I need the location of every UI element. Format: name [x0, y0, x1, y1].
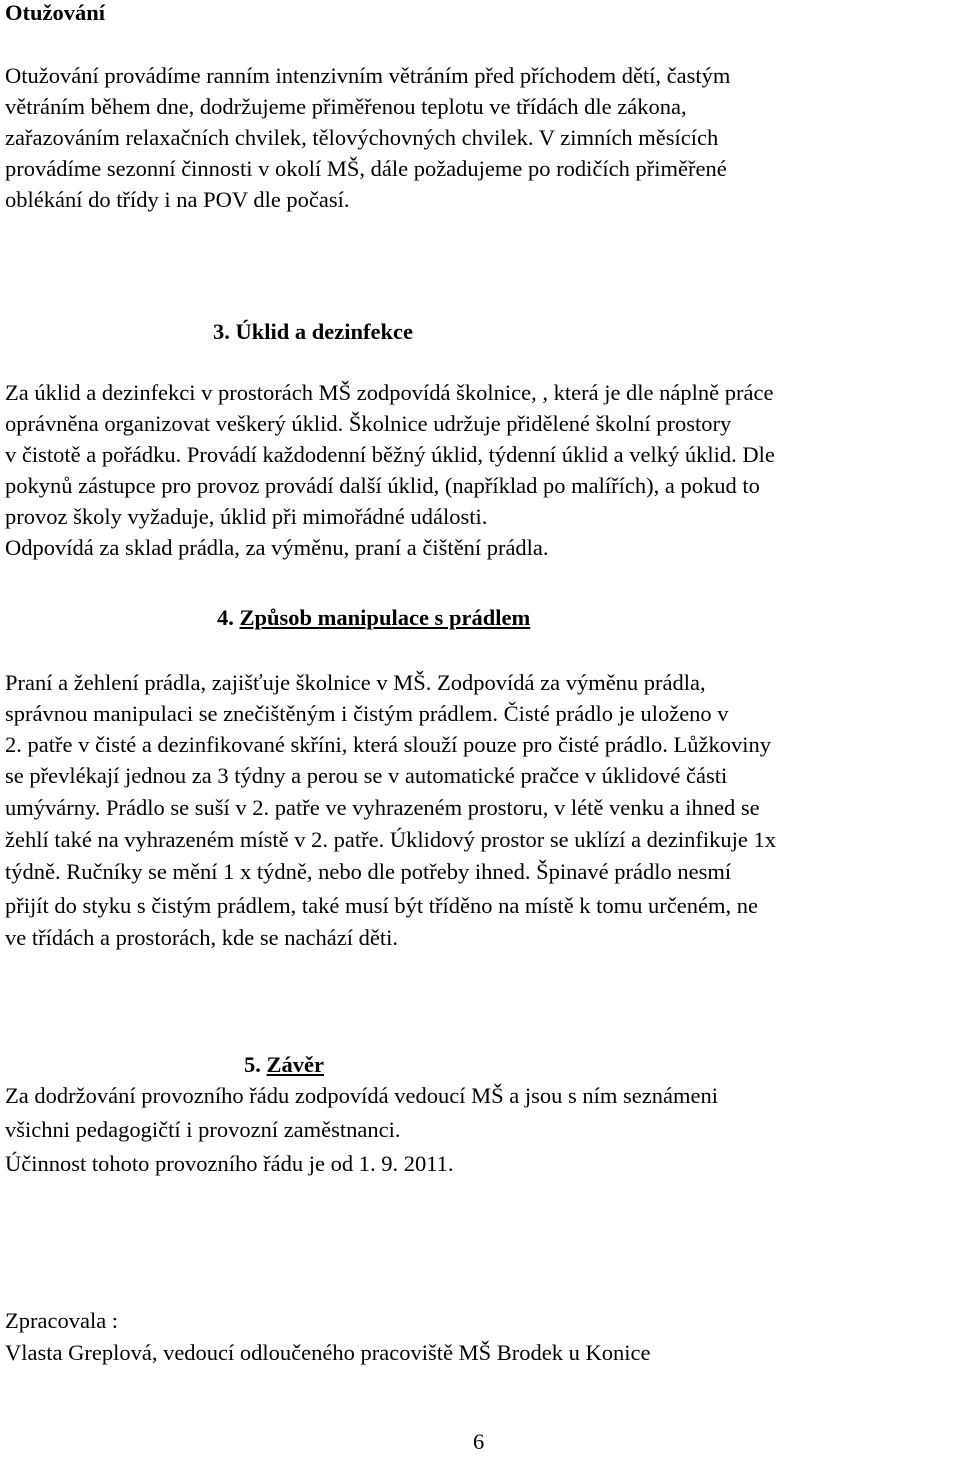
paragraph-line: větráním během dne, dodržujeme přiměřenou teplotu ve třídách dle zákona, [5, 94, 687, 119]
paragraph-line: Účinnost tohoto provozního řádu je od 1. 9. 2011. [5, 1151, 454, 1176]
section-title-4 [217, 602, 530, 633]
paragraph-line: Praní a žehlení prádla, zajišťuje školnice v MŠ. Zodpovídá za výměnu prádla, [5, 670, 706, 695]
paragraph-line: 2. patře v čisté a dezinfikované skříni, která slouží pouze pro čisté prádlo. Lůžkoviny [5, 732, 771, 757]
paragraph-line: zařazováním relaxačních chvilek, tělovýchovných chvilek. V zimních měsících [5, 125, 719, 150]
paragraph-line: správnou manipulaci se znečištěným i čistým prádlem. Čisté prádlo je uloženo v [5, 701, 729, 726]
section-title-3: 3. Úklid a dezinfekce [213, 319, 413, 344]
paragraph-line: Odpovídá za sklad prádla, za výměnu, praní a čištění prádla. [5, 535, 549, 560]
paragraph-line: přijít do styku s čistým prádlem, také musí být tříděno na místě k tomu určeném, ne [5, 893, 758, 918]
paragraph-line: oprávněna organizovat veškerý úklid. Školnice udržuje přidělené školní prostory [5, 411, 732, 436]
paragraph-line: Otužování provádíme ranním intenzivním větráním před příchodem dětí, častým [5, 63, 731, 88]
paragraph-line: provoz školy vyžaduje, úklid při mimořádné události. [5, 504, 488, 529]
paragraph-line: žehlí také na vyhrazeném místě v 2. patře. Úklidový prostor se uklízí a dezinfikuje 1x [5, 827, 777, 852]
page-number: 6 [473, 1429, 485, 1454]
section-title-5 [244, 1049, 324, 1080]
paragraph-line: všichni pedagogičtí i provozní zaměstnanci. [5, 1117, 401, 1142]
signature-label: Zpracovala : [5, 1308, 119, 1333]
section-title-text: Závěr [266, 1052, 324, 1077]
section-title-text: Způsob manipulace s prádlem [239, 605, 531, 630]
paragraph-line: umývárny. Prádlo se suší v 2. patře ve vyhrazeném prostoru, v létě venku a ihned se [5, 795, 760, 820]
signature-name: Vlasta Greplová, vedoucí odloučeného pracoviště MŠ Brodek u Konice [5, 1340, 651, 1365]
paragraph-line: provádíme sezonní činnosti v okolí MŠ, dále požadujeme po rodičích přiměřené [5, 156, 727, 181]
paragraph-line: pokynů zástupce pro provoz provádí další úklid, (například po malířích), a pokud to [5, 473, 760, 498]
paragraph-line: týdně. Ručníky se mění 1 x týdně, nebo dle potřeby ihned. Špinavé prádlo nesmí [5, 859, 732, 884]
paragraph-line: v čistotě a pořádku. Provádí každodenní běžný úklid, týdenní úklid a velký úklid. Dle [5, 442, 775, 467]
section-title-otuzovani: Otužování [5, 0, 106, 25]
paragraph-line: oblékání do třídy i na POV dle počasí. [5, 187, 350, 212]
paragraph-line: Za úklid a dezinfekci v prostorách MŠ zodpovídá školnice, , která je dle náplně práce [5, 380, 774, 405]
paragraph-line: se převlékají jednou za 3 týdny a perou se v automatické pračce v úklidové části [5, 763, 728, 788]
paragraph-line: Za dodržování provozního řádu zodpovídá vedoucí MŠ a jsou s ním seznámeni [5, 1083, 718, 1108]
paragraph-line: ve třídách a prostorách, kde se nachází děti. [5, 925, 398, 950]
section-number: 5. [244, 1052, 261, 1077]
section-number: 4. [217, 605, 234, 630]
